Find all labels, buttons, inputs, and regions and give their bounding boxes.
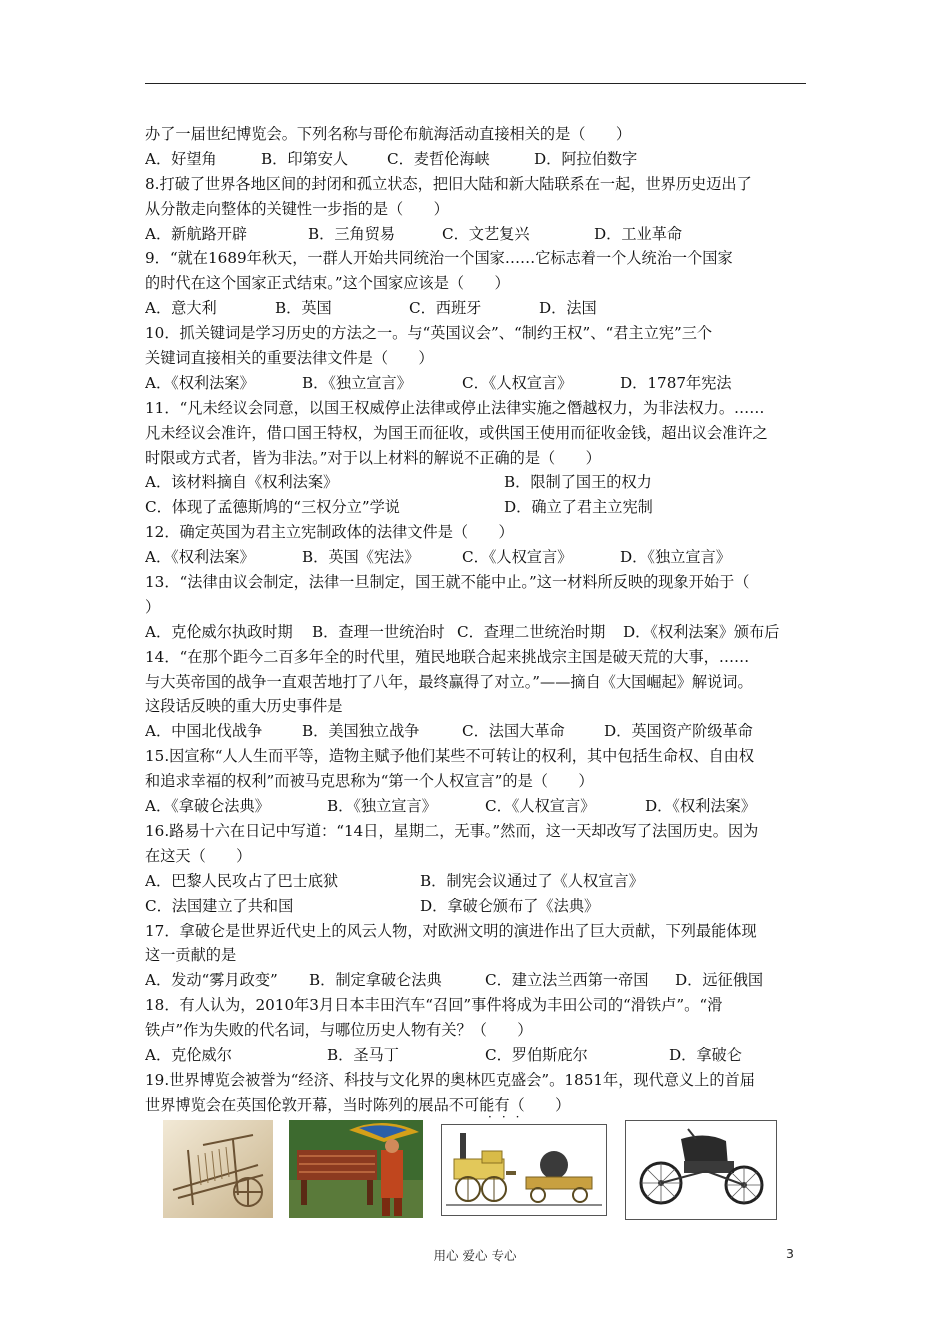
q10-option-b: B．《独立宣言》	[302, 373, 412, 392]
page-number: 3	[786, 1246, 794, 1261]
q19-line-1: 19.世界博览会被誉为“经济、科技与文化界的奥林匹克盛会”。1851年，现代意义上的首届	[145, 1070, 755, 1089]
q16-line-2: 在这天（ ）	[145, 846, 252, 865]
q11-options-row-2	[145, 495, 806, 520]
q18-line-2: 铁卢”作为失败的代名词，与哪位历史人物有关？（ ）	[145, 1021, 533, 1040]
q14-line-1: 14．“在那个距今二百多年全的时代里，殖民地联合起来挑战宗主国是破天荒的大事，……	[145, 647, 750, 666]
q17-option-c: C．建立法兰西第一帝国	[485, 971, 649, 990]
q8-line-2: 从分散走向整体的关键性一步指的是（ ）	[145, 199, 449, 218]
q9-option-c: C．西班牙	[409, 299, 482, 318]
q18-option-a: A．克伦威尔	[145, 1045, 232, 1064]
q18-options	[145, 1043, 806, 1068]
q8-option-c: C．文艺复兴	[442, 224, 530, 243]
q7-option-a: A．好望角	[145, 149, 217, 168]
q16-options-row-1	[145, 869, 806, 894]
q15-line-2: 和追求幸福的权利”而被马克思称为“第一个人权宣言”的是（ ）	[145, 772, 594, 791]
q14-option-c: C．法国大革命	[462, 722, 565, 741]
q15-option-b: B．《独立宣言》	[327, 797, 437, 816]
q7-option-b: B．印第安人	[261, 149, 349, 168]
q17-option-b: B．制定拿破仑法典	[309, 971, 442, 990]
exhibit-image-spinning-jenny	[163, 1120, 273, 1218]
question-list	[145, 122, 806, 1118]
q14-option-d: D．英国资产阶级革命	[604, 722, 753, 741]
q17-line-1: 17．拿破仑是世界近代史上的风云人物，对欧洲文明的演进作出了巨大贡献，下列最能体现	[145, 921, 757, 940]
q10-options	[145, 371, 806, 396]
q15-option-c: C．《人权宣言》	[485, 797, 596, 816]
q16-option-d: D．拿破仑颁布了《法典》	[420, 896, 600, 915]
q13-option-a: A．克伦威尔执政时期	[145, 622, 293, 641]
q9-line-1: 9．“就在1689年秋天，一群人开始共同统治一个国家……它标志着一个人统治一个国家	[145, 249, 733, 268]
q7-option-d: D．阿拉伯数字	[534, 149, 638, 168]
q11-line-3: 时限或方式者，皆为非法。”对于以上材料的解说不正确的是（ ）	[145, 448, 601, 467]
q8-options	[145, 222, 806, 247]
q15-options	[145, 794, 806, 819]
q13-option-c: C．查理二世统治时期	[457, 622, 606, 641]
q11-option-c: C．体现了孟德斯鸠的“三权分立”学说	[145, 498, 400, 517]
locomotive-picture	[442, 1125, 606, 1215]
q18-line-1: 18．有人认为，2010年3月日本丰田汽车“召回”事件将成为丰田公司的“滑铁卢”。“滑	[145, 996, 723, 1015]
q10-line-1: 10．抓关键词是学习历史的方法之一。与“英国议会”、“制约王权”、“君主立宪”三个	[145, 324, 713, 343]
q9-options	[145, 296, 806, 321]
header-rule	[145, 83, 806, 84]
page-footer: 用心 爱心 专心	[433, 1248, 517, 1263]
q11-option-d: D．确立了君主立宪制	[504, 498, 653, 517]
q11-line-1: 11．“凡未经议会同意，以国王权威停止法律或停止法律实施之僭越权力，为非法权力。……	[145, 398, 765, 417]
q7-option-c: C．麦哲伦海峡	[387, 149, 490, 168]
q15-option-d: D．《权利法案》	[645, 797, 756, 816]
q12-option-a: A．《权利法案》	[145, 548, 255, 567]
q14-options	[145, 719, 806, 744]
q8-option-b: B．三角贸易	[308, 224, 396, 243]
q13-line-2: ）	[145, 597, 161, 616]
q12-line-1: 12．确定英国为君主立宪制政体的法律文件是（ ）	[145, 523, 514, 542]
q13-option-b: B．查理一世统治时	[312, 622, 445, 641]
q14-option-a: A．中国北伐战争	[145, 722, 263, 741]
q19-line-2: 世界博览会在英国伦敦开幕，当时陈列的展品不可能有（ ）	[145, 1095, 571, 1114]
q17-line-2: 这一贡献的是	[145, 946, 237, 965]
q9-option-a: A．意大利	[145, 299, 217, 318]
q13-line-1: 13．“法律由议会制定，法律一旦制定，国王就不能中止。”这一材料所反映的现象开始于（	[145, 573, 750, 592]
q8-line-1: 8.打破了世界各地区间的封闭和孤立状态，把旧大陆和新大陆联系在一起，世界历史迈出了	[145, 174, 752, 193]
q12-option-b: B．英国《宪法》	[302, 548, 420, 567]
q16-option-a: A．巴黎人民攻占了巴士底狱	[145, 871, 339, 890]
q13-option-d: D．《权利法案》颁布后	[623, 622, 780, 641]
bench-picture	[289, 1120, 423, 1218]
q10-option-a: A．《权利法案》	[145, 373, 255, 392]
q17-option-d: D．远征俄国	[675, 971, 764, 990]
q9-line-2: 的时代在这个国家正式结束。”这个国家应该是（ ）	[145, 274, 510, 293]
q9-option-d: D．法国	[539, 299, 597, 318]
q18-option-d: D．拿破仑	[669, 1045, 742, 1064]
exhibit-image-locomotive	[441, 1124, 607, 1216]
q12-options	[145, 545, 806, 570]
q17-option-a: A．发动“雾月政变”	[145, 971, 278, 990]
q14-line-2: 与大英帝国的战争一直艰苦地打了八年，最终赢得了对立。”——摘自《大国崛起》解说词。	[145, 672, 753, 691]
q14-line-3: 这段话反映的重大历史事件是	[145, 697, 343, 716]
q13-options	[145, 620, 806, 645]
q15-option-a: A．《拿破仑法典》	[145, 797, 270, 816]
spinning-jenny-picture	[163, 1120, 273, 1218]
q16-option-b: B．制宪会议通过了《人权宣言》	[420, 871, 644, 890]
emphasis-dots: ···	[488, 1110, 530, 1124]
q18-option-c: C．罗伯斯庇尔	[485, 1045, 588, 1064]
automobile-picture	[626, 1121, 776, 1219]
q10-option-d: D．1787年宪法	[620, 373, 732, 392]
exhibit-image-automobile	[625, 1120, 777, 1220]
q11-options-row-1	[145, 470, 806, 495]
q10-line-2: 关键词直接相关的重要法律文件是（ ）	[145, 349, 434, 368]
q11-option-a: A．该材料摘自《权利法案》	[145, 473, 339, 492]
q14-option-b: B．美国独立战争	[302, 722, 420, 741]
q9-option-b: B．英国	[275, 299, 332, 318]
q16-line-1: 16.路易十六在日记中写道：“14日，星期二，无事。”然而，这一天却改写了法国历史。因为	[145, 821, 759, 840]
exhibit-images	[163, 1120, 783, 1220]
q18-option-b: B．圣马丁	[327, 1045, 399, 1064]
q11-option-b: B．限制了国王的权力	[504, 473, 652, 492]
q12-option-c: C．《人权宣言》	[462, 548, 573, 567]
q7-options	[145, 147, 806, 172]
q16-option-c: C．法国建立了共和国	[145, 896, 294, 915]
q16-options-row-2	[145, 894, 806, 919]
q17-options	[145, 968, 806, 993]
q8-option-a: A．新航路开辟	[145, 224, 248, 243]
q7-tail: 办了一届世纪博览会。下列名称与哥伦布航海活动直接相关的是（ ）	[145, 125, 631, 143]
q12-option-d: D．《独立宣言》	[620, 548, 731, 567]
q8-option-d: D．工业革命	[594, 224, 683, 243]
q10-option-c: C．《人权宣言》	[462, 373, 573, 392]
q15-line-1: 15.因宣称“人人生而平等，造物主赋予他们某些不可转让的权利，其中包括生命权、自由权	[145, 747, 755, 766]
q11-line-2: 凡未经议会准许，借口国王特权，为国王而征收，或供国王使用而征收金钱，超出议会准许之	[145, 423, 768, 442]
exhibit-image-bench	[289, 1120, 423, 1218]
